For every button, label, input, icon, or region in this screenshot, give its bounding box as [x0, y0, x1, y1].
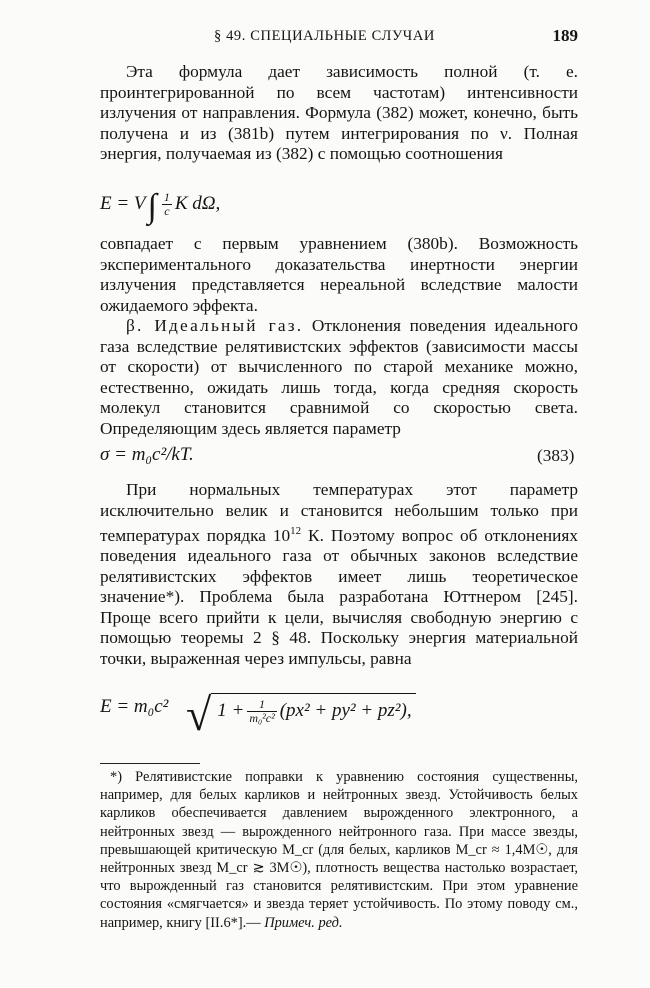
energy-fraction — [247, 698, 276, 725]
equation-energy-lhs: E = m₀c² — [100, 696, 169, 717]
eq1-frac-den: c — [164, 204, 170, 219]
equation-energy-sqrt — [186, 688, 416, 741]
page-number: 189 — [552, 26, 578, 45]
section-heading-ideal-gas: β. Идеальный газ. — [126, 316, 304, 335]
one-plus: 1 + — [217, 700, 245, 721]
equation-383: σ = m₀c²/kT. — [100, 444, 194, 465]
footnote-text: *) Релятивистские поправки к уравнению состояния существенны, например, для белых карликов и нейтронных звезд. Устойчивость белых карликов обеспечивается давлением вырожденного электронного, а нейтронных звезд — вырожденного нейтронного газа. При массе звезды, превышающей критическую M_cr (для белых, карликов M_cr ≈ 1,4M☉, для нейтронных звезд M_cr ≳ 3M☉), плотность вещества настолько возрастает, что вырожденный газ становится релятивистским. При этом уравнение состояния «смягчается» и звезда теряет устойчивость. По этому поводу см., например, книгу [II.6*].— — [100, 769, 578, 931]
exponent-12: 12 — [290, 525, 302, 537]
energy-frac-num: 1 — [247, 698, 276, 712]
momentum-sum: (px² + py² + pz²), — [279, 700, 412, 721]
paragraph-3-text: Отклонения поведения идеального газа вследствие релятивистских эффектов (зависимости массы от скорости) от вычисленного по старой механике можно, естественно, ожидать лишь тогда, когда средняя скорость молекул становится сравнимой со скоростью света. Определяющим здесь является параметр — [100, 316, 578, 438]
paragraph-1: Эта формула дает зависимость полной (т. е. проинтегрированной по всем частотам) интенсивности излучения от направления. Формула (382) может, конечно, быть получена и из (381b) путем интегрирования по ν. Полная энергия, получаемая из (382) с помощью соотношения — [100, 62, 578, 163]
paragraph-4 — [100, 480, 578, 669]
footnote-attribution: Примеч. ред. — [264, 914, 343, 931]
sqrt-body — [211, 693, 415, 725]
eq1-rhs: K dΩ, — [174, 193, 221, 214]
equation-number-383: (383) — [537, 446, 575, 465]
footnote — [100, 768, 578, 932]
paragraph-4-end: К. Поэтому вопрос об отклонениях поведения идеального газа от обычных законов вследствие релятивистских эффектов имеет лишь теоретическое значение*). Проблема была разработана Юттнером [245]. Проще всего прийти к цели, вычисляя свободную энергию с помощью теоремы 2 § 48. Поскольку энергия материальной точки, выраженная через импульсы, равна — [100, 525, 578, 668]
energy-frac-den: m₀²c² — [249, 711, 275, 726]
running-head: § 49. СПЕЦИАЛЬНЫЕ СЛУЧАИ — [214, 28, 435, 44]
page-header — [0, 26, 650, 50]
sqrt-sign: √ — [186, 689, 212, 740]
equation-energy-integral — [100, 188, 220, 226]
paragraph-2: совпадает с первым уравнением (380b). Возможность экспериментального доказательства инертности энергии излучения представляется нереальной вследствие малости ожидаемого эффекта. — [100, 234, 578, 315]
footnote-divider — [100, 763, 200, 764]
integral-sign: ∫ — [147, 188, 157, 225]
eq1-frac-num: 1 — [163, 190, 170, 205]
paragraph-3 — [100, 316, 578, 439]
eq1-fraction — [162, 191, 172, 218]
paragraph-4-start: При нормальных температурах этот параметр исключительно велик и становится небольшим только при температурах порядка 10 — [100, 480, 578, 545]
eq1-lhs: E = V — [100, 193, 146, 214]
